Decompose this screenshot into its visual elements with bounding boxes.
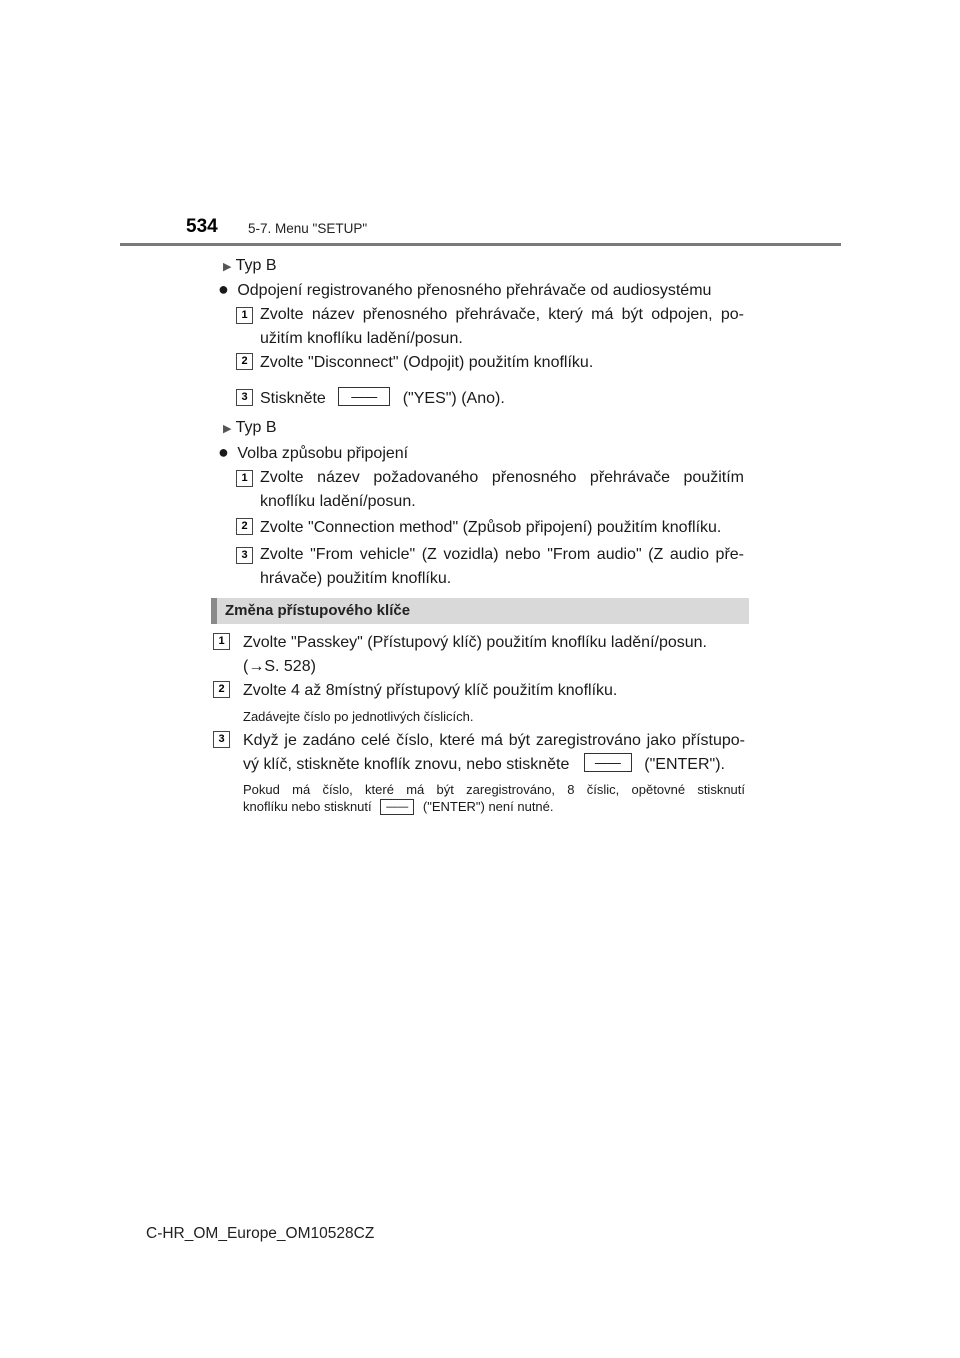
section-heading-bar [211, 598, 749, 624]
bullet-icon: ● [218, 442, 229, 462]
step-text-cont: knoflíku ladění/posun. [260, 493, 416, 510]
type-label-2 [223, 416, 277, 441]
step-text: Zvolte "Passkey" (Přístupový klíč) použitím knoflíku ladění/posun. [243, 634, 707, 651]
enter-button-icon: —— [584, 753, 632, 772]
step-text-pre: vý klíč, stiskněte knoflík znovu, nebo stiskněte [243, 756, 570, 773]
step-badge: 1 [236, 470, 253, 487]
type-label-1 [223, 254, 277, 279]
section-title: 5-7. Menu "SETUP" [248, 221, 368, 236]
step-badge: 1 [236, 307, 253, 324]
step-text-post: ("YES") (Ano). [402, 390, 505, 407]
note-text-post: ("ENTER") není nutné. [422, 799, 554, 814]
step-text: Zvolte "From vehicle" (Z vozidla) nebo "From audio" (Z audio pře- [260, 546, 744, 563]
step-badge: 2 [236, 518, 253, 535]
step-text-cont: hrávače) použitím knoflíku. [260, 570, 452, 587]
type-label-text: Typ B [235, 419, 277, 436]
section-heading-title: Změna přístupového klíče [225, 602, 411, 619]
step-badge: 3 [236, 547, 253, 564]
document-id: C-HR_OM_Europe_OM10528CZ [146, 1225, 375, 1242]
bullet-icon: ● [218, 279, 229, 299]
step-text-pre: Stiskněte [260, 390, 326, 407]
enter-button-icon: —— [380, 799, 414, 815]
step-badge: 2 [213, 681, 230, 698]
note-text-pre: knoflíku nebo stisknutí [243, 799, 372, 814]
triangle-icon: ▶ [223, 423, 232, 435]
step-text [260, 387, 505, 411]
step-text: Zvolte "Connection method" (Způsob připojení) použitím knoflíku. [260, 519, 722, 536]
step-badge: 1 [213, 633, 230, 650]
triangle-icon: ▶ [223, 261, 232, 273]
step-text: Zvolte 4 až 8místný přístupový klíč použitím knoflíku. [243, 682, 618, 699]
step-text: Zvolte název požadovaného přenosného přehrávače použitím [260, 469, 744, 486]
step-note: Pokud má číslo, které má být zaregistrováno, 8 číslic, opětovné stisknutí [243, 782, 745, 797]
step-text-cont: (→S. 528) [243, 658, 316, 675]
step-text-post: ("ENTER"). [644, 756, 725, 773]
bullet-item-1 [218, 277, 711, 303]
step-badge: 3 [236, 389, 253, 406]
step-badge: 3 [213, 731, 230, 748]
step-note-cont [243, 798, 554, 816]
step-text: Zvolte "Disconnect" (Odpojit) použitím knoflíku. [260, 354, 594, 371]
step-text-cont [243, 753, 725, 777]
step-text: Zvolte název přenosného přehrávače, který má být odpojen, po- [260, 306, 744, 323]
bullet-text: Volba způsobu připojení [237, 445, 409, 462]
type-label-text: Typ B [235, 257, 277, 274]
header-rule [120, 243, 841, 246]
page-number: 534 [186, 216, 218, 237]
bullet-item-2 [218, 440, 408, 466]
step-text-cont: užitím knoflíku ladění/posun. [260, 330, 463, 347]
yes-button-icon: —— [338, 387, 390, 406]
step-text: Když je zadáno celé číslo, které má být zaregistrováno jako přístupo- [243, 732, 745, 749]
step-note: Zadávejte číslo po jednotlivých číslicích. [243, 709, 474, 724]
step-badge: 2 [236, 353, 253, 370]
bullet-text: Odpojení registrovaného přenosného přehrávače od audiosystému [237, 282, 712, 299]
